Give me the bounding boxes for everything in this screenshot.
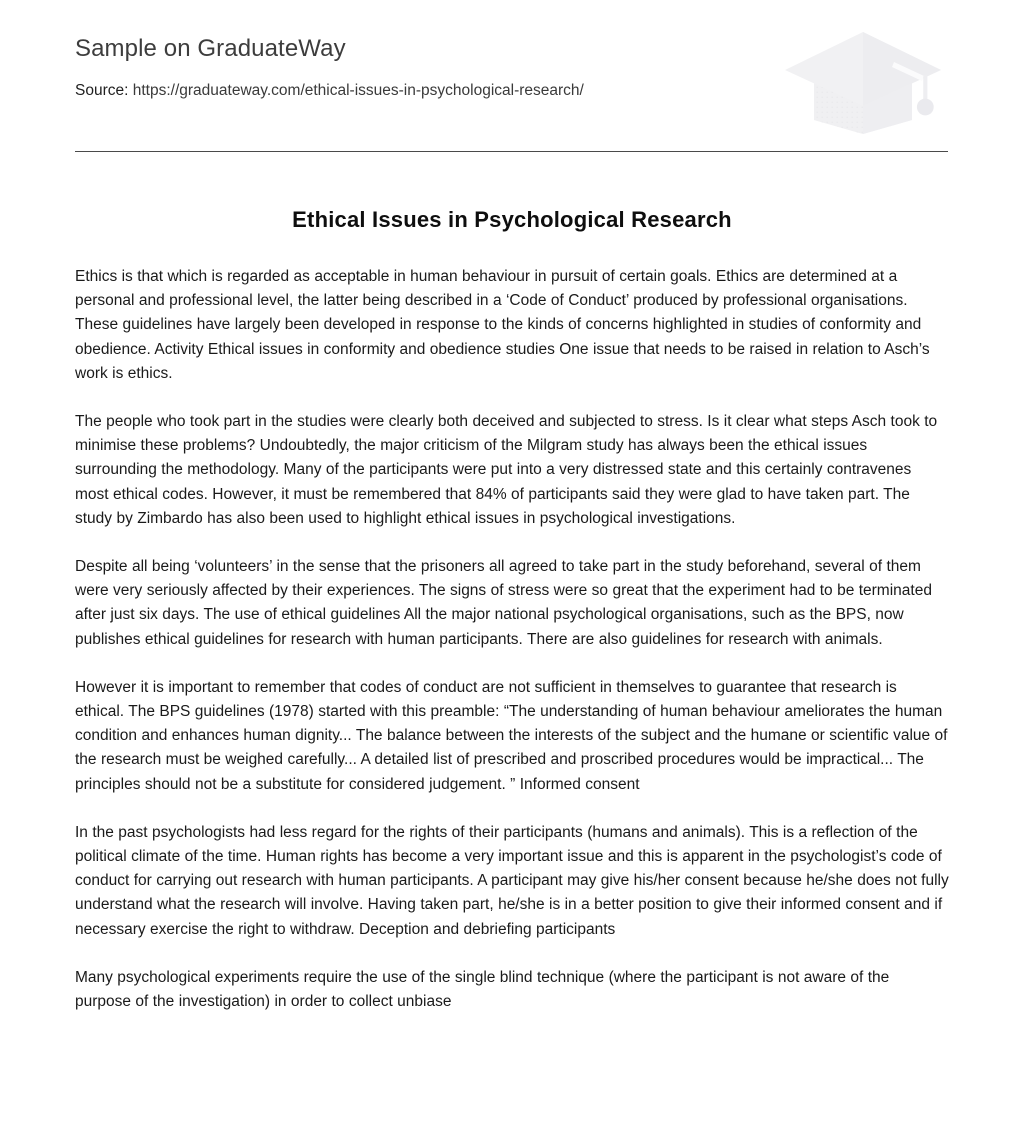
source-label: Source: [75, 82, 129, 99]
brand-title: Sample on GraduateWay [75, 35, 346, 62]
body-paragraph: Many psychological experiments require the use of the single blind technique (where the participant is not aware of the purpose of the investigation) in order to collect unbiase [75, 968, 890, 1011]
body-paragraph: The people who took part in the studies were clearly both deceived and subjected to stress. Is it clear what steps Asch took to minimise these problems? Undoubtedly, the major criticism of the Milgram study has always been the ethical issues surrounding the methodology. Many of the participants were put into a very distressed state and this certainly contravenes most ethical codes. However, it must be remembered that 84% of participants said they were glad to have taken part. The study by Zimbardo has also been used to highlight ethical issues in psychological investigations. [75, 413, 938, 527]
body-paragraph: Ethics is that which is regarded as acceptable in human behaviour in pursuit of certain goals. Ethics are determined at a personal and professional level, the latter being described in a ‘Code of Conduct’ produced by professional organisations. These guidelines have largely been developed in response to the kinds of concerns highlighted in studies of conformity and obedience. Activity Ethical issues in conformity and obedience studies One issue that needs to be raised in relation to Asch’s work is ethics. [75, 268, 930, 382]
page-title: Ethical Issues in Psychological Research [292, 207, 732, 232]
body-paragraph: In the past psychologists had less regard for the rights of their participants (humans and animals). This is a reflection of the political climate of the time. Human rights has become a very important issue and this is apparent in the psychologist’s code of conduct for carrying out research with human participants. A participant may give his/her consent because he/she does not fully understand what the research will involve. Having taken part, he/she is in a better position to give their informed consent and if necessary exercise the right to withdraw. Deception and debriefing participants [75, 823, 949, 938]
body-paragraph: However it is important to remember that codes of conduct are not sufficient in themselves to guarantee that research is ethical. The BPS guidelines (1978) started with this preamble: “The understanding of human behaviour ameliorates the human condition and enhances human dignity... The balance between the interests of the subject and the humane or scientific value of the research must be weighed carefully... A detailed list of prescribed and proscribed procedures would be impractical... The principles should not be a substitute for considered judgement. ” Informed consent [75, 678, 948, 793]
source-url[interactable]: https://graduateway.com/ethical-issues-in-psychological-research/ [128, 82, 584, 99]
document-body [75, 265, 949, 1014]
graduation-cap-icon [781, 26, 943, 138]
body-paragraph: Despite all being ‘volunteers’ in the sense that the prisoners all agreed to take part in the study beforehand, several of them were very seriously affected by their experiences. The signs of stress were so great that the experiment had to be terminated after just six days. The use of ethical guidelines All the major national psychological organisations, such as the BPS, now publishes ethical guidelines for research with human participants. There are also guidelines for research with animals. [75, 558, 932, 648]
header-divider [75, 151, 948, 152]
